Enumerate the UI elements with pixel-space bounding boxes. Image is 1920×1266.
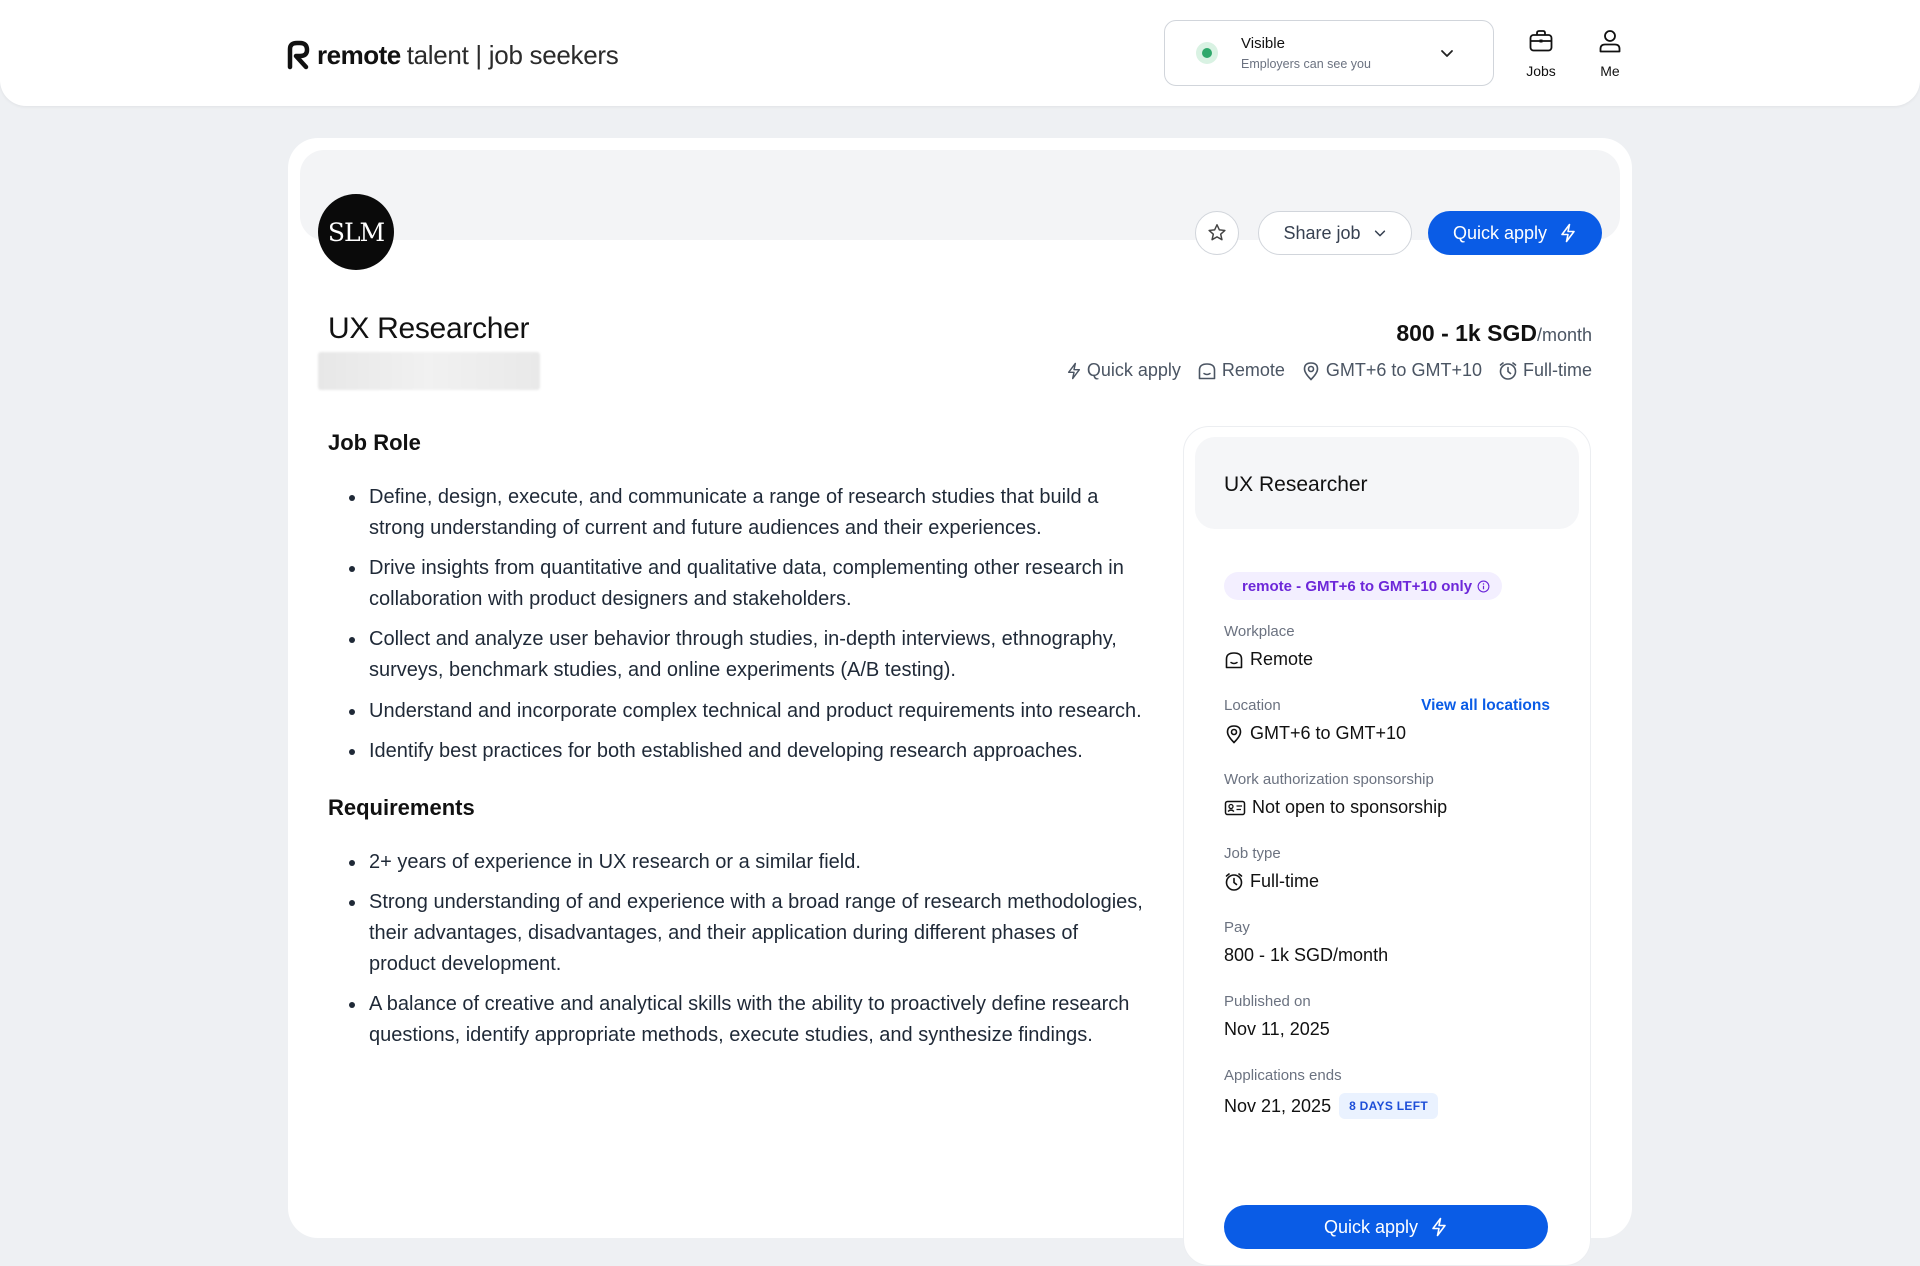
sponsorship-field: [1224, 771, 1447, 818]
workplace-field: [1224, 623, 1313, 670]
meta-workplace: [1197, 360, 1285, 381]
list-item: Understand and incorporate complex technical and product requirements into research.: [328, 696, 1148, 727]
visibility-subtitle: Employers can see you: [1241, 57, 1371, 71]
sidebar-quick-apply-label: Quick apply: [1323, 1216, 1419, 1237]
workplace-label: Workplace: [1224, 623, 1295, 640]
chevron-down-icon: [1439, 45, 1455, 61]
meta-workplace-label: Remote: [1221, 360, 1285, 380]
sidebar-job-title: UX Researcher: [1224, 473, 1368, 496]
job-detail-card: [288, 138, 1632, 1238]
published-value: Nov 11, 2025: [1224, 1019, 1330, 1039]
job-type-value-row: [1224, 871, 1319, 892]
company-name-redacted: [318, 352, 540, 390]
visibility-dropdown[interactable]: [1164, 20, 1494, 86]
location-field: [1224, 697, 1406, 744]
sponsorship-value-row: [1224, 797, 1447, 818]
brand-name-remote: remote: [317, 39, 401, 70]
applications-end-field: [1224, 1067, 1438, 1119]
meta-job-type: [1498, 360, 1592, 381]
job-role-heading: Job Role: [328, 430, 421, 455]
nav-jobs-label: Jobs: [1526, 63, 1556, 79]
clock-icon: [1224, 872, 1244, 892]
workplace-value: Remote: [1250, 649, 1314, 669]
clock-icon: [1498, 361, 1518, 381]
id-card-icon: [1224, 798, 1246, 818]
pay-label: Pay: [1224, 919, 1250, 936]
card-banner: [300, 150, 1620, 240]
sidebar-quick-apply-button[interactable]: [1224, 1205, 1548, 1249]
lightning-icon: [1559, 223, 1577, 243]
chevron-down-icon: [1373, 226, 1387, 240]
job-type-field: [1224, 845, 1319, 892]
brand-logo[interactable]: [287, 38, 618, 72]
visibility-title: Visible: [1241, 35, 1285, 52]
visible-status-icon: [1196, 42, 1218, 64]
briefcase-icon: [1528, 28, 1554, 54]
view-all-locations-link[interactable]: View all locations: [1421, 697, 1550, 714]
location-value-row: [1224, 723, 1406, 744]
brand-name-suffix: talent | job seekers: [406, 39, 619, 70]
list-item: 2+ years of experience in UX research or a similar field.: [328, 847, 1148, 878]
nav-jobs[interactable]: [1511, 28, 1571, 79]
salary-unit: /month: [1536, 325, 1592, 345]
requirements-list: [328, 847, 1148, 1051]
top-navigation-bar: [0, 0, 1920, 106]
quick-apply-label: Quick apply: [1452, 222, 1548, 243]
list-item: A balance of creative and analytical skills with the ability to proactively define research questions, identify appropriate methods, execute studies, and synthesize findings.: [328, 989, 1148, 1050]
job-type-label: Job type: [1224, 845, 1281, 862]
quick-apply-button[interactable]: [1428, 211, 1602, 255]
home-icon: [1197, 361, 1217, 381]
workplace-value-row: [1224, 649, 1313, 670]
list-item: Collect and analyze user behavior through studies, in-depth interviews, ethnography, surveys, benchmark studies, and online experiments (A/B testing).: [328, 624, 1148, 685]
meta-quick-apply: [1066, 360, 1181, 381]
company-logo: SLM: [318, 194, 394, 270]
sponsorship-value: Not open to sponsorship: [1252, 797, 1448, 817]
location-value: GMT+6 to GMT+10: [1250, 723, 1407, 743]
list-item: Define, design, execute, and communicate a range of research studies that build a strong understanding of current and future audiences and their experiences.: [328, 482, 1148, 543]
pay-value: 800 - 1k SGD/month: [1224, 945, 1389, 965]
requirements-heading: Requirements: [328, 794, 475, 820]
user-icon: [1597, 28, 1623, 54]
list-item: Identify best practices for both established and developing research approaches.: [328, 736, 1148, 767]
salary: [1396, 320, 1592, 347]
share-job-label: Share job: [1283, 222, 1361, 243]
published-field: [1224, 993, 1330, 1040]
days-left-badge: 8 DAYS LEFT: [1339, 1093, 1438, 1119]
job-summary-sidebar: [1183, 426, 1591, 1266]
meta-job-type-label: Full-time: [1522, 360, 1592, 380]
applications-end-label: Applications ends: [1224, 1067, 1342, 1084]
location-label: Location: [1224, 697, 1281, 714]
job-type-value: Full-time: [1250, 871, 1320, 891]
salary-amount: 800 - 1k SGD: [1396, 320, 1537, 346]
info-icon: [1477, 580, 1490, 593]
nav-me-label: Me: [1600, 63, 1620, 79]
lightning-icon: [1430, 1217, 1448, 1237]
list-item: Strong understanding of and experience with a broad range of research methodologies, their advantages, disadvantages, and their application during different phases of product development.: [328, 887, 1148, 979]
region-restriction-label: remote - GMT+6 to GMT+10 only: [1242, 577, 1473, 595]
share-job-button[interactable]: [1258, 211, 1412, 255]
meta-timezone-label: GMT+6 to GMT+10: [1325, 360, 1482, 380]
applications-end-value: Nov 21, 2025: [1224, 1095, 1332, 1116]
lightning-icon: [1066, 361, 1082, 381]
meta-quick-apply-label: Quick apply: [1086, 360, 1181, 380]
applications-end-value-row: [1224, 1093, 1438, 1119]
nav-me[interactable]: [1580, 28, 1640, 79]
save-job-button[interactable]: [1195, 211, 1239, 255]
sponsorship-label: Work authorization sponsorship: [1224, 771, 1434, 788]
published-label: Published on: [1224, 993, 1311, 1010]
remote-logo-icon: [287, 41, 309, 69]
region-restriction-badge[interactable]: [1224, 572, 1502, 600]
pay-field: [1224, 919, 1388, 966]
home-icon: [1224, 650, 1244, 670]
meta-timezone: [1301, 360, 1482, 381]
star-icon: [1206, 222, 1228, 244]
location-pin-icon: [1301, 361, 1321, 381]
job-meta-row: [1050, 360, 1592, 381]
job-description: [328, 430, 1148, 1060]
job-role-list: [328, 482, 1148, 767]
list-item: Drive insights from quantitative and qualitative data, complementing other research in collaboration with product designers and stakeholders.: [328, 553, 1148, 614]
location-pin-icon: [1224, 724, 1244, 744]
job-title: UX Researcher: [328, 312, 530, 345]
